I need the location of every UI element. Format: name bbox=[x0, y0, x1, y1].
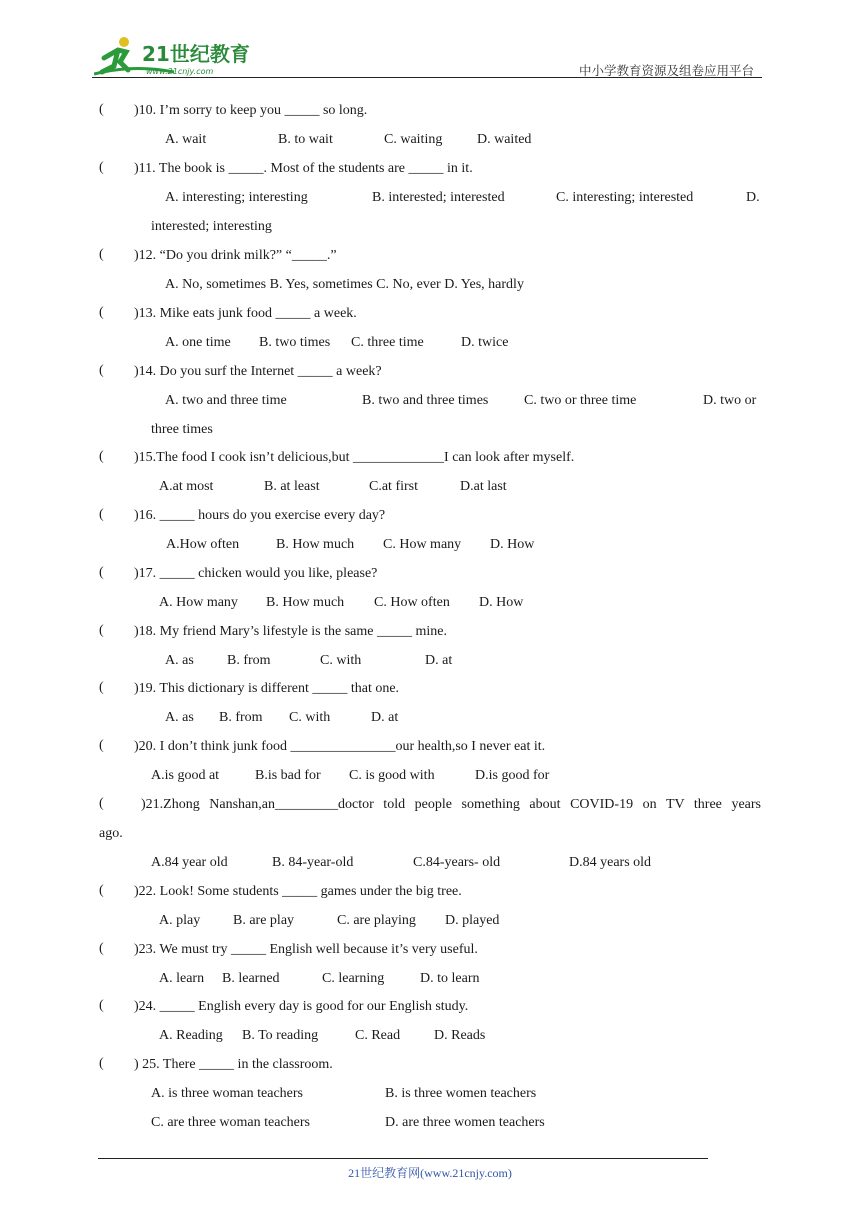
question-text: )10. I’m sorry to keep you _____ so long. bbox=[134, 103, 368, 118]
option-item: B. two and three times bbox=[362, 393, 489, 408]
option-item: C. learning bbox=[322, 971, 385, 986]
option-item: D.84 years old bbox=[569, 855, 652, 870]
option-item: D. How bbox=[490, 537, 535, 552]
footer-text: 21世纪教育网(www.21cnjy.com) bbox=[348, 1166, 512, 1180]
question-paren: ( bbox=[99, 796, 104, 811]
option-wrap: three times bbox=[151, 422, 213, 437]
option-item: D. bbox=[746, 190, 760, 205]
question-paren: ( bbox=[99, 160, 104, 175]
question-paren: ( bbox=[99, 738, 104, 753]
option-item: C. interesting; interested bbox=[556, 190, 694, 205]
question-paren: ( bbox=[99, 680, 104, 695]
question-text: )19. This dictionary is different _____ that one. bbox=[134, 681, 400, 696]
option-item: A. as bbox=[165, 653, 194, 668]
option-item: D. to learn bbox=[420, 971, 480, 986]
option-item: A. is three woman teachers bbox=[151, 1086, 303, 1101]
logo-text: 21世纪教育 bbox=[142, 42, 250, 66]
question-text: )23. We must try _____ English well because it’s very useful. bbox=[134, 942, 478, 957]
option-item: C. two or three time bbox=[524, 393, 637, 408]
option-item: B. from bbox=[219, 710, 263, 725]
question-text: )11. The book is _____. Most of the students are _____ in it. bbox=[134, 161, 473, 176]
option-item: A. two and three time bbox=[165, 393, 287, 408]
option-item: B. to wait bbox=[278, 132, 333, 147]
option-item: C. How many bbox=[383, 537, 462, 552]
question-wrap: ago. bbox=[99, 826, 123, 841]
question-text: )22. Look! Some students _____ games under the big tree. bbox=[134, 884, 462, 899]
option-item: C. with bbox=[320, 653, 362, 668]
question-paren: ( bbox=[99, 305, 104, 320]
option-item: C. How often bbox=[374, 595, 450, 610]
question-paren: ( bbox=[99, 449, 104, 464]
question-text: )12. “Do you drink milk?” “_____.” bbox=[134, 248, 337, 263]
option-item: B. interested; interested bbox=[372, 190, 505, 205]
question-text: )13. Mike eats junk food _____ a week. bbox=[134, 306, 357, 321]
option-item: C. is good with bbox=[349, 768, 435, 783]
question-text: ) 25. There _____ in the classroom. bbox=[134, 1057, 333, 1072]
option-item: A.is good at bbox=[151, 768, 220, 783]
question-text: )17. _____ chicken would you like, please? bbox=[134, 566, 378, 581]
option-item: A. How many bbox=[159, 595, 238, 610]
question-paren: ( bbox=[99, 623, 104, 638]
question-paren: ( bbox=[99, 565, 104, 580]
option-item: B. To reading bbox=[242, 1028, 319, 1043]
option-item: B. is three women teachers bbox=[385, 1086, 537, 1101]
option-item: B.is bad for bbox=[255, 768, 321, 783]
option-item: C. with bbox=[289, 710, 331, 725]
option-item: D.is good for bbox=[475, 768, 550, 783]
header-divider bbox=[92, 77, 762, 78]
option-item: D. How bbox=[479, 595, 524, 610]
question-paren: ( bbox=[99, 102, 104, 117]
option-item: B. 84-year-old bbox=[272, 855, 354, 870]
question-text: )18. My friend Mary’s lifestyle is the same _____ mine. bbox=[134, 624, 447, 639]
site-logo bbox=[94, 36, 259, 78]
option-item: C.84-years- old bbox=[413, 855, 501, 870]
question-text: )16. _____ hours do you exercise every day? bbox=[134, 508, 386, 523]
question-paren: ( bbox=[99, 363, 104, 378]
page-header bbox=[0, 0, 860, 80]
question-text: )21.Zhong Nanshan,an_________doctor told people something about COVID-19 on TV three years bbox=[141, 797, 761, 812]
question-paren: ( bbox=[99, 883, 104, 898]
option-item: D. at bbox=[425, 653, 453, 668]
option-item: A.How often bbox=[166, 537, 240, 552]
option-item: C. are three woman teachers bbox=[151, 1115, 310, 1130]
platform-name: 中小学教育资源及组卷应用平台 bbox=[578, 63, 754, 78]
option-item: A. play bbox=[159, 913, 201, 928]
question-text: )20. I don’t think junk food _______________our health,so I never eat it. bbox=[134, 739, 546, 754]
option-item: D. twice bbox=[461, 335, 509, 350]
option-item: C. three time bbox=[351, 335, 424, 350]
option-item: D. are three women teachers bbox=[385, 1115, 545, 1130]
option-item: A. interesting; interesting bbox=[165, 190, 308, 205]
option-item: A. Reading bbox=[159, 1028, 223, 1043]
option-item: D. Reads bbox=[434, 1028, 486, 1043]
option-item: A.at most bbox=[159, 479, 214, 494]
question-text: )15.The food I cook isn’t delicious,but _____________I can look after myself. bbox=[134, 450, 575, 465]
option-item: B. How much bbox=[266, 595, 345, 610]
question-paren: ( bbox=[99, 247, 104, 262]
option-item: B. are play bbox=[233, 913, 295, 928]
option-item: D. waited bbox=[477, 132, 532, 147]
option-item: A. as bbox=[165, 710, 194, 725]
option-item: A.84 year old bbox=[151, 855, 228, 870]
question-text: )24. _____ English every day is good for our English study. bbox=[134, 999, 469, 1014]
option-item: A. wait bbox=[165, 132, 207, 147]
option-item: C. waiting bbox=[384, 132, 443, 147]
question-paren: ( bbox=[99, 507, 104, 522]
question-text: )14. Do you surf the Internet _____ a week? bbox=[134, 364, 382, 379]
option-item: C.at first bbox=[369, 479, 418, 494]
footer-divider bbox=[98, 1158, 708, 1159]
option-item: D. at bbox=[371, 710, 399, 725]
option-item: D.at last bbox=[460, 479, 507, 494]
option-item: B. from bbox=[227, 653, 271, 668]
option-item: C. are playing bbox=[337, 913, 416, 928]
option-item: B. How much bbox=[276, 537, 355, 552]
option-item: C. Read bbox=[355, 1028, 401, 1043]
option-item: A. learn bbox=[159, 971, 205, 986]
option-item: B. at least bbox=[264, 479, 320, 494]
option-item: A. one time bbox=[165, 335, 231, 350]
question-paren: ( bbox=[99, 941, 104, 956]
option-wrap: interested; interesting bbox=[151, 219, 272, 234]
question-paren: ( bbox=[99, 998, 104, 1013]
option-item: B. learned bbox=[222, 971, 280, 986]
option-item: B. two times bbox=[259, 335, 331, 350]
option-item: A. No, sometimes B. Yes, sometimes C. No, ever D. Yes, hardly bbox=[165, 277, 524, 292]
option-item: D. two or bbox=[703, 393, 757, 408]
option-item: D. played bbox=[445, 913, 500, 928]
question-paren: ( bbox=[99, 1056, 104, 1071]
logo-url: www.21cnjy.com bbox=[146, 67, 214, 76]
